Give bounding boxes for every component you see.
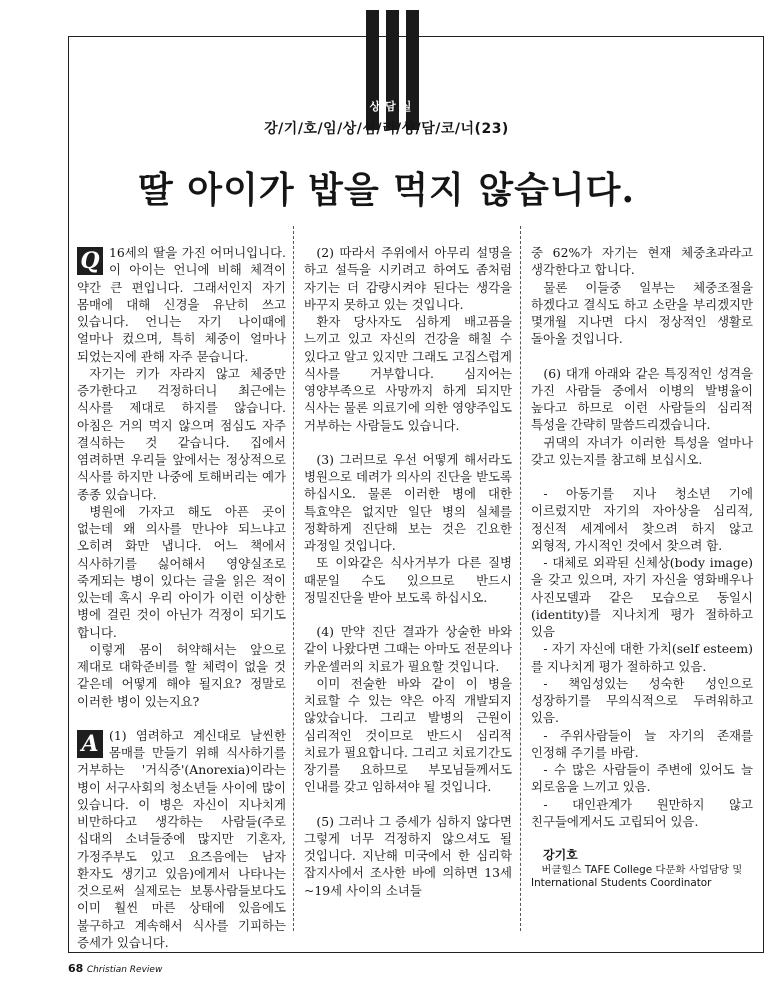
column-divider bbox=[293, 226, 294, 931]
answer-paragraph: 이미 전술한 바와 같이 이 병을 치료할 수 있는 약은 아직 개발되지 않았습니다. 그리고 발병의 근원이 심리적인 것이므로 반드시 심리적 치료가 필요합니다. 그리고 치료기간도 장기를 요하므로 부모님들께서도 인내를 갖고 임하셔야 될 것입니다. bbox=[304, 675, 512, 795]
answer-paragraph: (3) 그러므로 우선 어떻게 해서라도 병원으로 데려가 의사의 진단을 받도록 하십시오. 물론 이러한 병에 대한 특효약은 없지만 일단 병의 실체를 정확하게 진단해 보는 것은 긴요한 과정일 것입니다. bbox=[304, 451, 512, 553]
magazine-name: Christian Review bbox=[86, 965, 163, 975]
trait-item: - 아동기를 지나 청소년 기에 이르렀지만 자기의 자아상을 심리적, 정신적 세계에서 찾으려 하지 않고 외형적, 가시적인 것에서 찾으려 함. bbox=[531, 486, 753, 553]
question-paragraph: 이렇게 몸이 허약해서는 앞으로 제대로 대학준비를 할 체력이 없을 것 같은데 어떻게 해야 될지요? 정말로 이러한 병이 있는지요? bbox=[77, 641, 286, 709]
column-2 bbox=[304, 244, 512, 899]
answer-paragraph: 중 62%가 자기는 현재 체중초과라고 생각한다고 합니다. bbox=[531, 245, 753, 278]
answer-paragraph: 환자 당사자도 심하게 배고픔을 느끼고 있고 자신의 건강을 해칠 수 있다고 알고 있지만 그래도 고집스럽게 식사를 거부합니다. 심지어는 영양부족으로 사망까지 하게 되지만 식사는 물론 의료기에 의한 영양주입도 거부하는 사람들도 있습니다. bbox=[304, 314, 512, 433]
author-title: 버클힐스 TAFE College 다문화 사업담당 및 International Students Coordinator bbox=[531, 864, 743, 890]
page-footer bbox=[68, 962, 162, 975]
answer-paragraph: (2) 따라서 주위에서 아무리 설명을 하고 설득을 시키려고 하여도 좀처럼 자기는 더 감량시켜야 된다는 생각을 바꾸지 못하고 있는 것입니다. bbox=[304, 245, 512, 312]
question-paragraph: 16세의 딸을 가진 어머니입니다. 이 아이는 언니에 비해 체격이 약간 큰 편입니다. 그래서인지 자기 몸매에 대해 신경을 유난히 쓰고 있습니다. 언니는 자기 나이때에 얼마나 컸으며, 특히 체중이 얼마나 되었는지에 관해 자주 묻습니다. bbox=[77, 245, 286, 364]
page-number: 68 bbox=[68, 962, 84, 975]
column-1 bbox=[77, 244, 286, 951]
answer-paragraph: (6) 대개 아래와 같은 특징적인 성격을 가진 사람들 중에서 이병의 발병율이 높다고 하므로 이런 사람들의 심리적 특성을 간략히 말씀드리겠습니다. bbox=[531, 365, 753, 433]
column-divider bbox=[520, 226, 521, 931]
answer-paragraph: 귀댁의 자녀가 이러한 특성을 얼마나 갖고 있는지를 참고해 보십시오. bbox=[531, 434, 753, 467]
question-dropcap: Q bbox=[77, 247, 103, 275]
answer-paragraph: 또 이와같은 식사거부가 다른 질병 때문일 수도 있으므로 반드시 정밀진단을 받아 보도록 하십시오. bbox=[304, 555, 512, 605]
author-name: 강기호 bbox=[543, 848, 578, 862]
series-title: 강/기/호/임/상/심/리/상/담/코/너(23) bbox=[264, 121, 509, 137]
question-paragraph: 자기는 키가 자라지 않고 체중만 증가한다고 걱정하더니 최근에는 식사를 제대로 하지를 않습니다. 아침은 거의 먹지 않으며 점심도 자주 결식하는 것 같습니다. 집에서 염려하면 우리들 앞에서는 정상적으로 식사를 하지만 나중에 토해버리는 예가 종종 있습니다. bbox=[77, 365, 286, 502]
trait-item: - 대체로 외곽된 신체상(body image)을 갖고 있으며, 자기 자신을 영화배우나 사진모델과 같은 모습으로 동일시(identity)를 지나치게 평가 절하하고 있음 bbox=[531, 555, 753, 639]
trait-item: - 책임성있는 성숙한 성인으로 성장하기를 무의식적으로 두려워하고 있음. bbox=[531, 675, 753, 726]
trait-item: - 대인관계가 원만하지 않고 친구들에게서도 고립되어 있음. bbox=[531, 796, 753, 829]
answer-dropcap: A bbox=[77, 730, 103, 758]
trait-item: - 주위사람들이 늘 자기의 존재를 인정해 주기를 바람. bbox=[531, 727, 753, 760]
trait-item: - 자기 자신에 대한 가치(self esteem)를 지나치게 평가 절하하고 있음. bbox=[531, 641, 753, 674]
column-3 bbox=[531, 244, 753, 890]
question-paragraph: 병원에 가자고 해도 아픈 곳이 없는데 왜 의사를 만나야 되느냐고 오히려 화만 냅니다. 어느 책에서 식사하기를 싫어해서 영양실조로 죽게되는 병이 있다는 글을 읽은 적이 있는데 혹시 우리 아이가 이런 이상한 병에 걸린 것이 아닌가 걱정이 되기도 합니다. bbox=[77, 503, 286, 640]
trait-item: - 수 많은 사람들이 주변에 있어도 늘 외로움을 느끼고 있음. bbox=[531, 762, 753, 795]
answer-paragraph: 물론 이들중 일부는 체중조절을 하겠다고 결식도 하고 소란을 부리겠지만 몇개월 지나면 다시 정상적인 생활로 돌아올 것입니다. bbox=[531, 279, 753, 347]
page-title: 딸 아이가 밥을 먹지 않습니다. bbox=[138, 169, 635, 211]
answer-paragraph: (1) 염려하고 계신대로 날씬한 몸매를 만들기 위해 식사하기를 거부하는 '거식증'(Anorexia)이라는 병이 서구사회의 청소년들 사이에 많이 있습니다. 이 병은 자신이 지나치게 비만하다고 생각하는 사람들(주로 십대의 소녀들중에 많지만 기혼자, 가정주부도 있고 요즈음에는 남자 환자도 생기고 있음)에게서 나타나는 것으로써 실제로는 보통사람들보다도 이미 훨씬 마른 상태에 있음에도 불구하고 계속해서 식사를 기피하는 증세가 있습니다. bbox=[77, 727, 286, 950]
answer-paragraph: (5) 그러나 그 증세가 심하지 않다면 그렇게 너무 걱정하지 않으셔도 될 것입니다. 지난해 미국에서 한 심리학 잡지사에서 조사한 바에 의하면 13세~19세 사이의 소녀들 bbox=[304, 813, 512, 898]
section-label: 상담실 bbox=[369, 100, 417, 113]
answer-paragraph: (4) 만약 진단 결과가 상술한 바와 같이 나왔다면 그때는 아마도 전문의나 카운셀러의 치료가 필요할 것입니다. bbox=[304, 624, 512, 674]
